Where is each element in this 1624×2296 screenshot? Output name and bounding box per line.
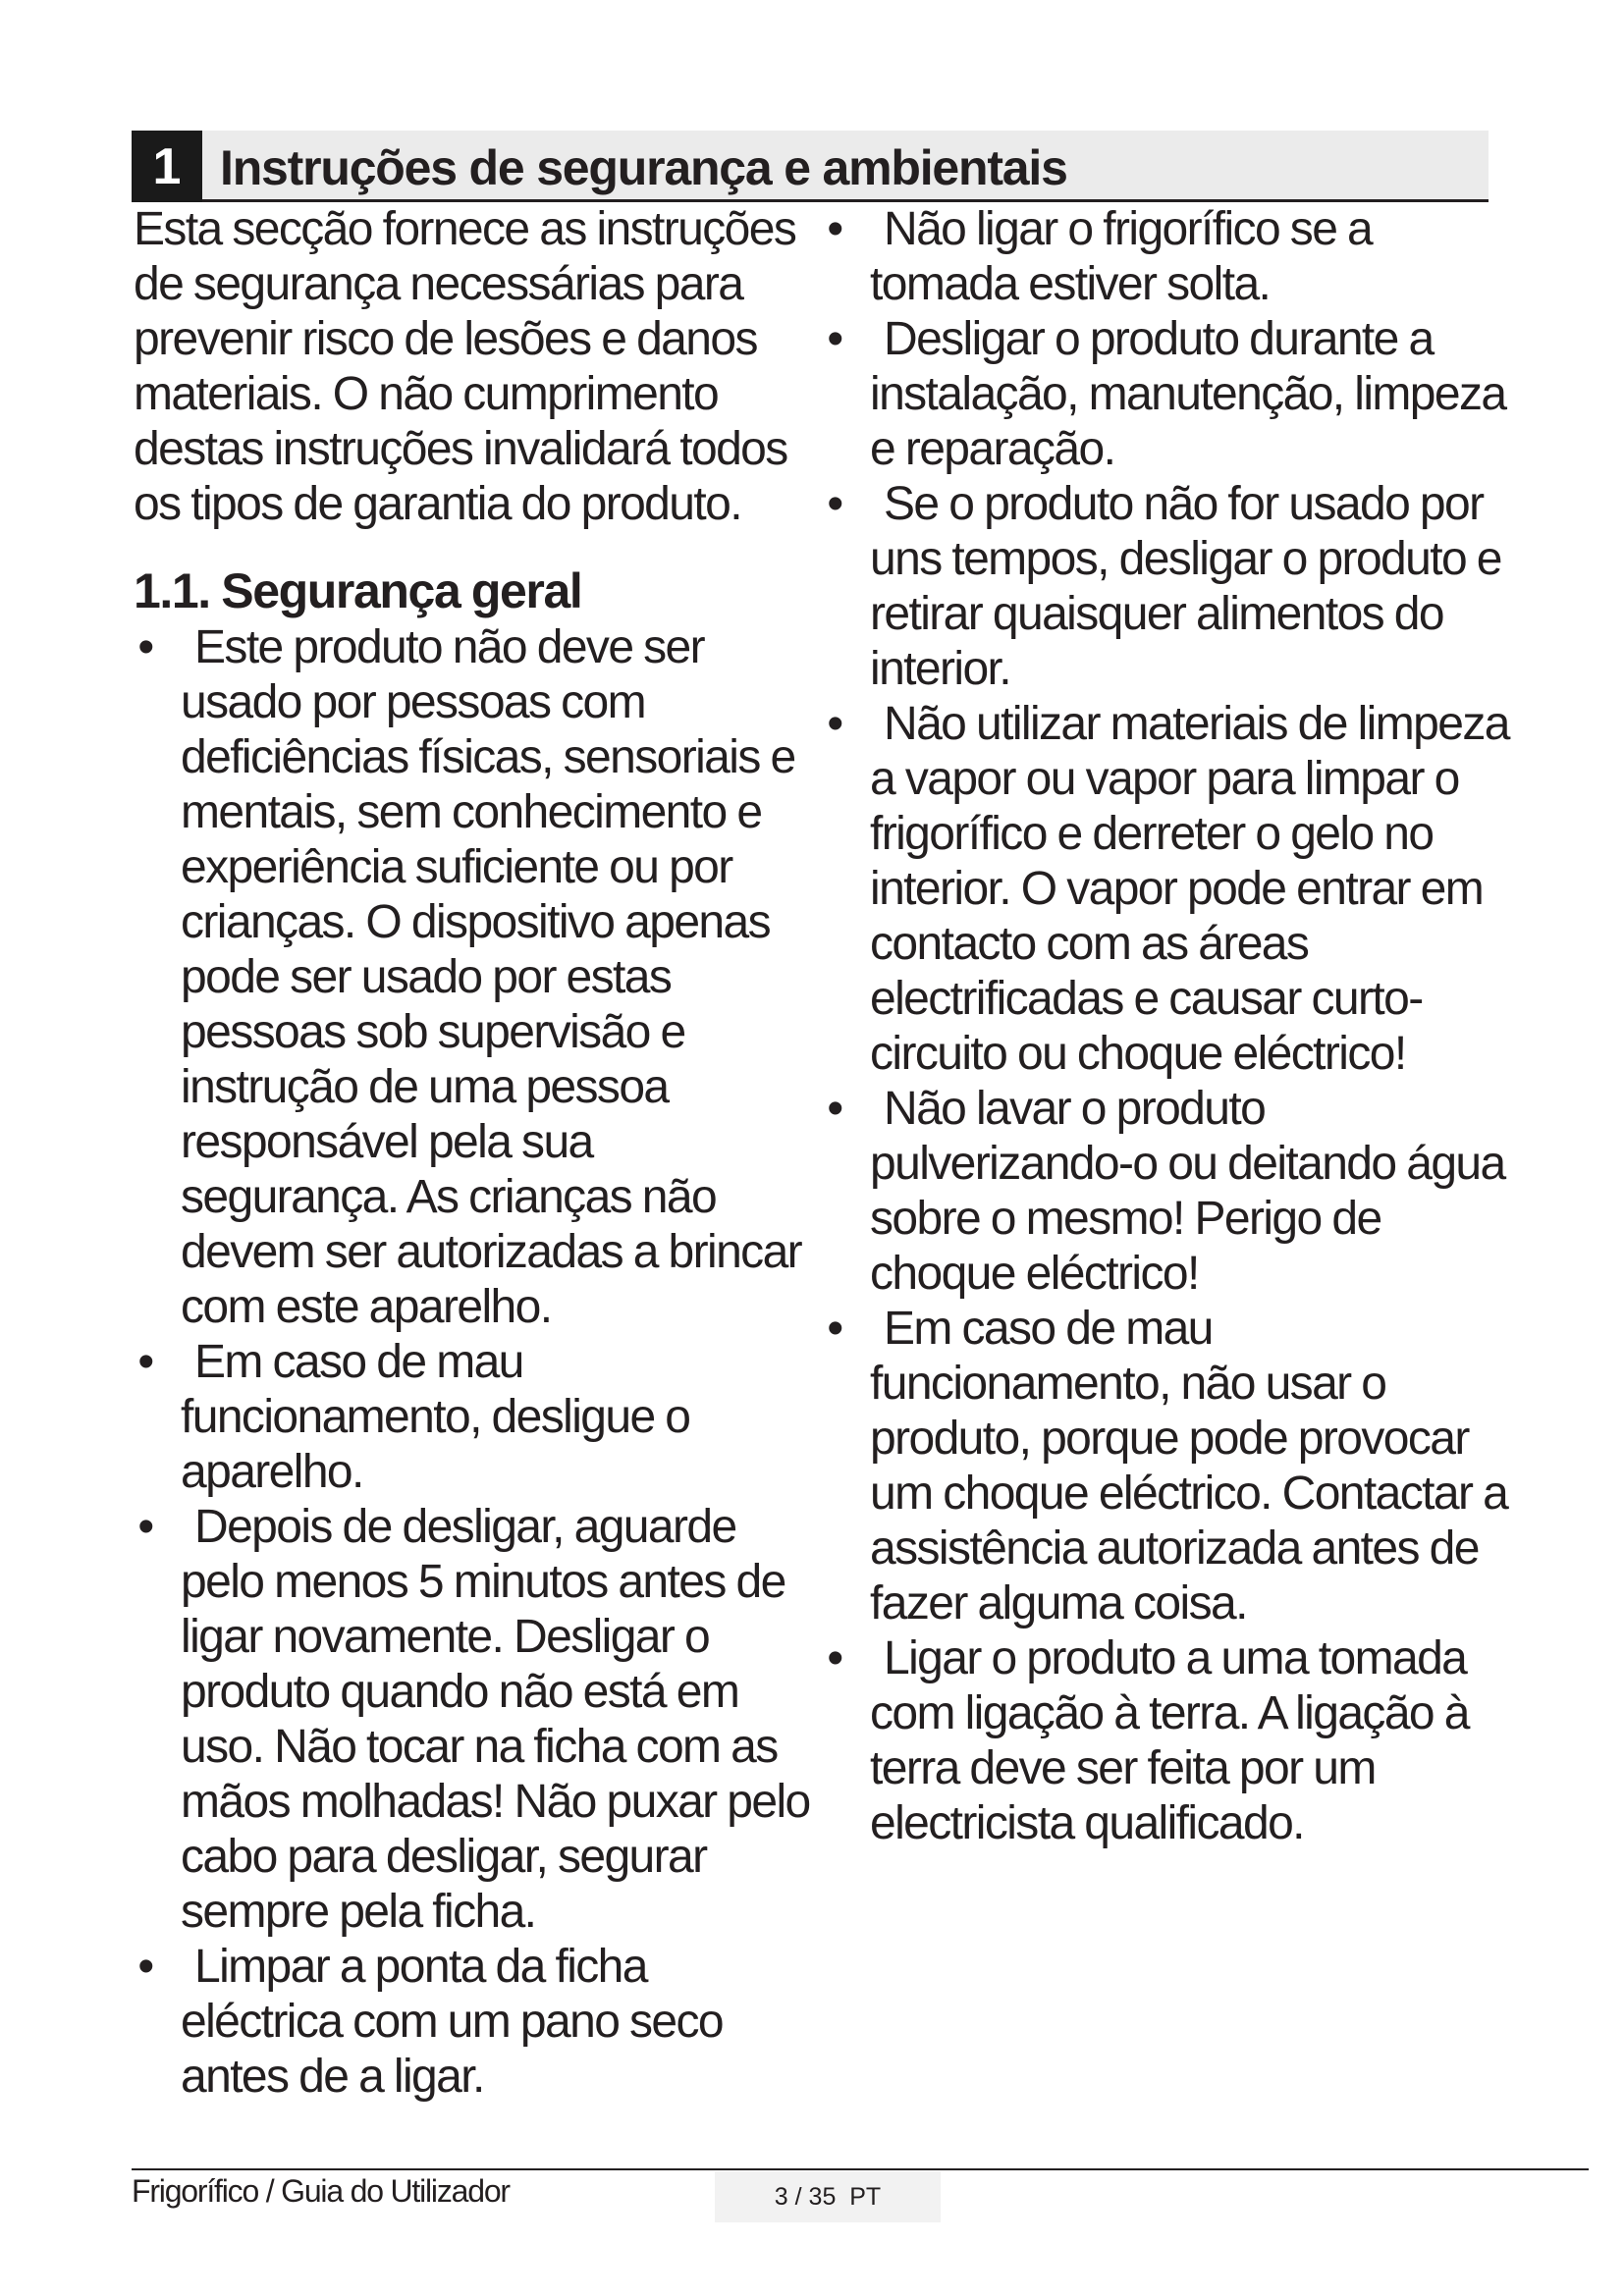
list-item xyxy=(134,1335,811,1500)
footer-document-title: Frigorífico / Guia do Utilizador xyxy=(132,2173,510,2209)
footer-divider xyxy=(132,2168,1589,2170)
bullet-icon: • xyxy=(827,1303,842,1355)
section-header-bar xyxy=(132,131,1489,202)
list-item-text: Em caso de mau funcionamento, não usar o produto, porque pode provocar um choque eléctrico. Contactar a assistência autorizada antes de fazer alguma coisa. xyxy=(870,1303,1508,1629)
right-column xyxy=(823,202,1510,1851)
chapter-title: Instruções de segurança e ambientais xyxy=(220,140,1067,195)
right-bullet-list xyxy=(823,202,1510,1851)
intro-paragraph: Esta secção fornece as instruções de segurança necessárias para prevenir risco de lesões e danos materiais. O não cumprimento destas instruções invalidará todos os tipos de garantia do produto. xyxy=(134,203,796,530)
list-item-text: Este produto não deve ser usado por pessoas com deficiências físicas, sensoriais e mentais, sem conhecimento e experiência suficiente ou por crianças. O dispositivo apenas pode ser usado por estas pessoas sob supervisão e instrução de uma pessoa responsável pela sua segurança. As crianças não devem ser autorizadas a brincar com este aparelho. xyxy=(181,621,802,1333)
list-item xyxy=(823,202,1510,312)
list-item-text: Ligar o produto a uma tomada com ligação à terra. A ligação à terra deve ser feita por um electricista qualificado. xyxy=(870,1632,1469,1849)
bullet-icon: • xyxy=(827,1083,842,1135)
bullet-icon: • xyxy=(827,203,842,255)
list-item-text: Não utilizar materiais de limpeza a vapor ou vapor para limpar o frigorífico e derreter o gelo no interior. O vapor pode entrar em contacto com as áreas electrificadas e causar curto-circuito ou choque eléctrico! xyxy=(870,698,1509,1080)
list-item xyxy=(823,477,1510,697)
list-item-text: Se o produto não for usado por uns tempos, desligar o produto e retirar quaisquer alimentos do interior. xyxy=(870,478,1501,695)
list-item-text: Não ligar o frigorífico se a tomada estiver solta. xyxy=(870,203,1373,310)
list-item xyxy=(134,1500,811,1940)
list-item xyxy=(823,1082,1510,1302)
bullet-icon: • xyxy=(137,1501,153,1553)
bullet-icon: • xyxy=(137,1336,153,1388)
subsection-title: 1.1. Segurança geral xyxy=(134,563,582,618)
bullet-icon: • xyxy=(827,698,842,750)
list-item xyxy=(134,1940,811,2105)
bullet-icon: • xyxy=(827,1632,842,1684)
bullet-icon: • xyxy=(827,478,842,530)
left-column xyxy=(134,202,811,2105)
list-item xyxy=(823,697,1510,1082)
list-item-text: Limpar a ponta da ficha eléctrica com um pano seco antes de a ligar. xyxy=(181,1941,724,2103)
left-bullet-list xyxy=(134,620,811,2105)
list-item-text: Desligar o produto durante a instalação, manutenção, limpeza e reparação. xyxy=(870,313,1506,475)
chapter-number: 1 xyxy=(132,131,202,202)
list-item-text: Depois de desligar, aguarde pelo menos 5 minutos antes de ligar novamente. Desligar o produto quando não está em uso. Não tocar na ficha com as mãos molhadas! Não puxar pelo cabo para desligar, segurar sempre pela ficha. xyxy=(181,1501,810,1938)
list-item xyxy=(823,312,1510,477)
list-item-text: Não lavar o produto pulverizando-o ou deitando água sobre o mesmo! Perigo de choque eléctrico! xyxy=(870,1083,1505,1300)
bullet-icon: • xyxy=(827,313,842,365)
list-item xyxy=(823,1631,1510,1851)
list-item xyxy=(134,620,811,1335)
list-item-text: Em caso de mau funcionamento, desligue o aparelho. xyxy=(181,1336,690,1498)
bullet-icon: • xyxy=(137,621,153,673)
list-item xyxy=(823,1302,1510,1631)
page-number xyxy=(715,2171,941,2222)
page-number-label: 3 / 35 PT xyxy=(774,2182,882,2211)
bullet-icon: • xyxy=(137,1941,153,1993)
